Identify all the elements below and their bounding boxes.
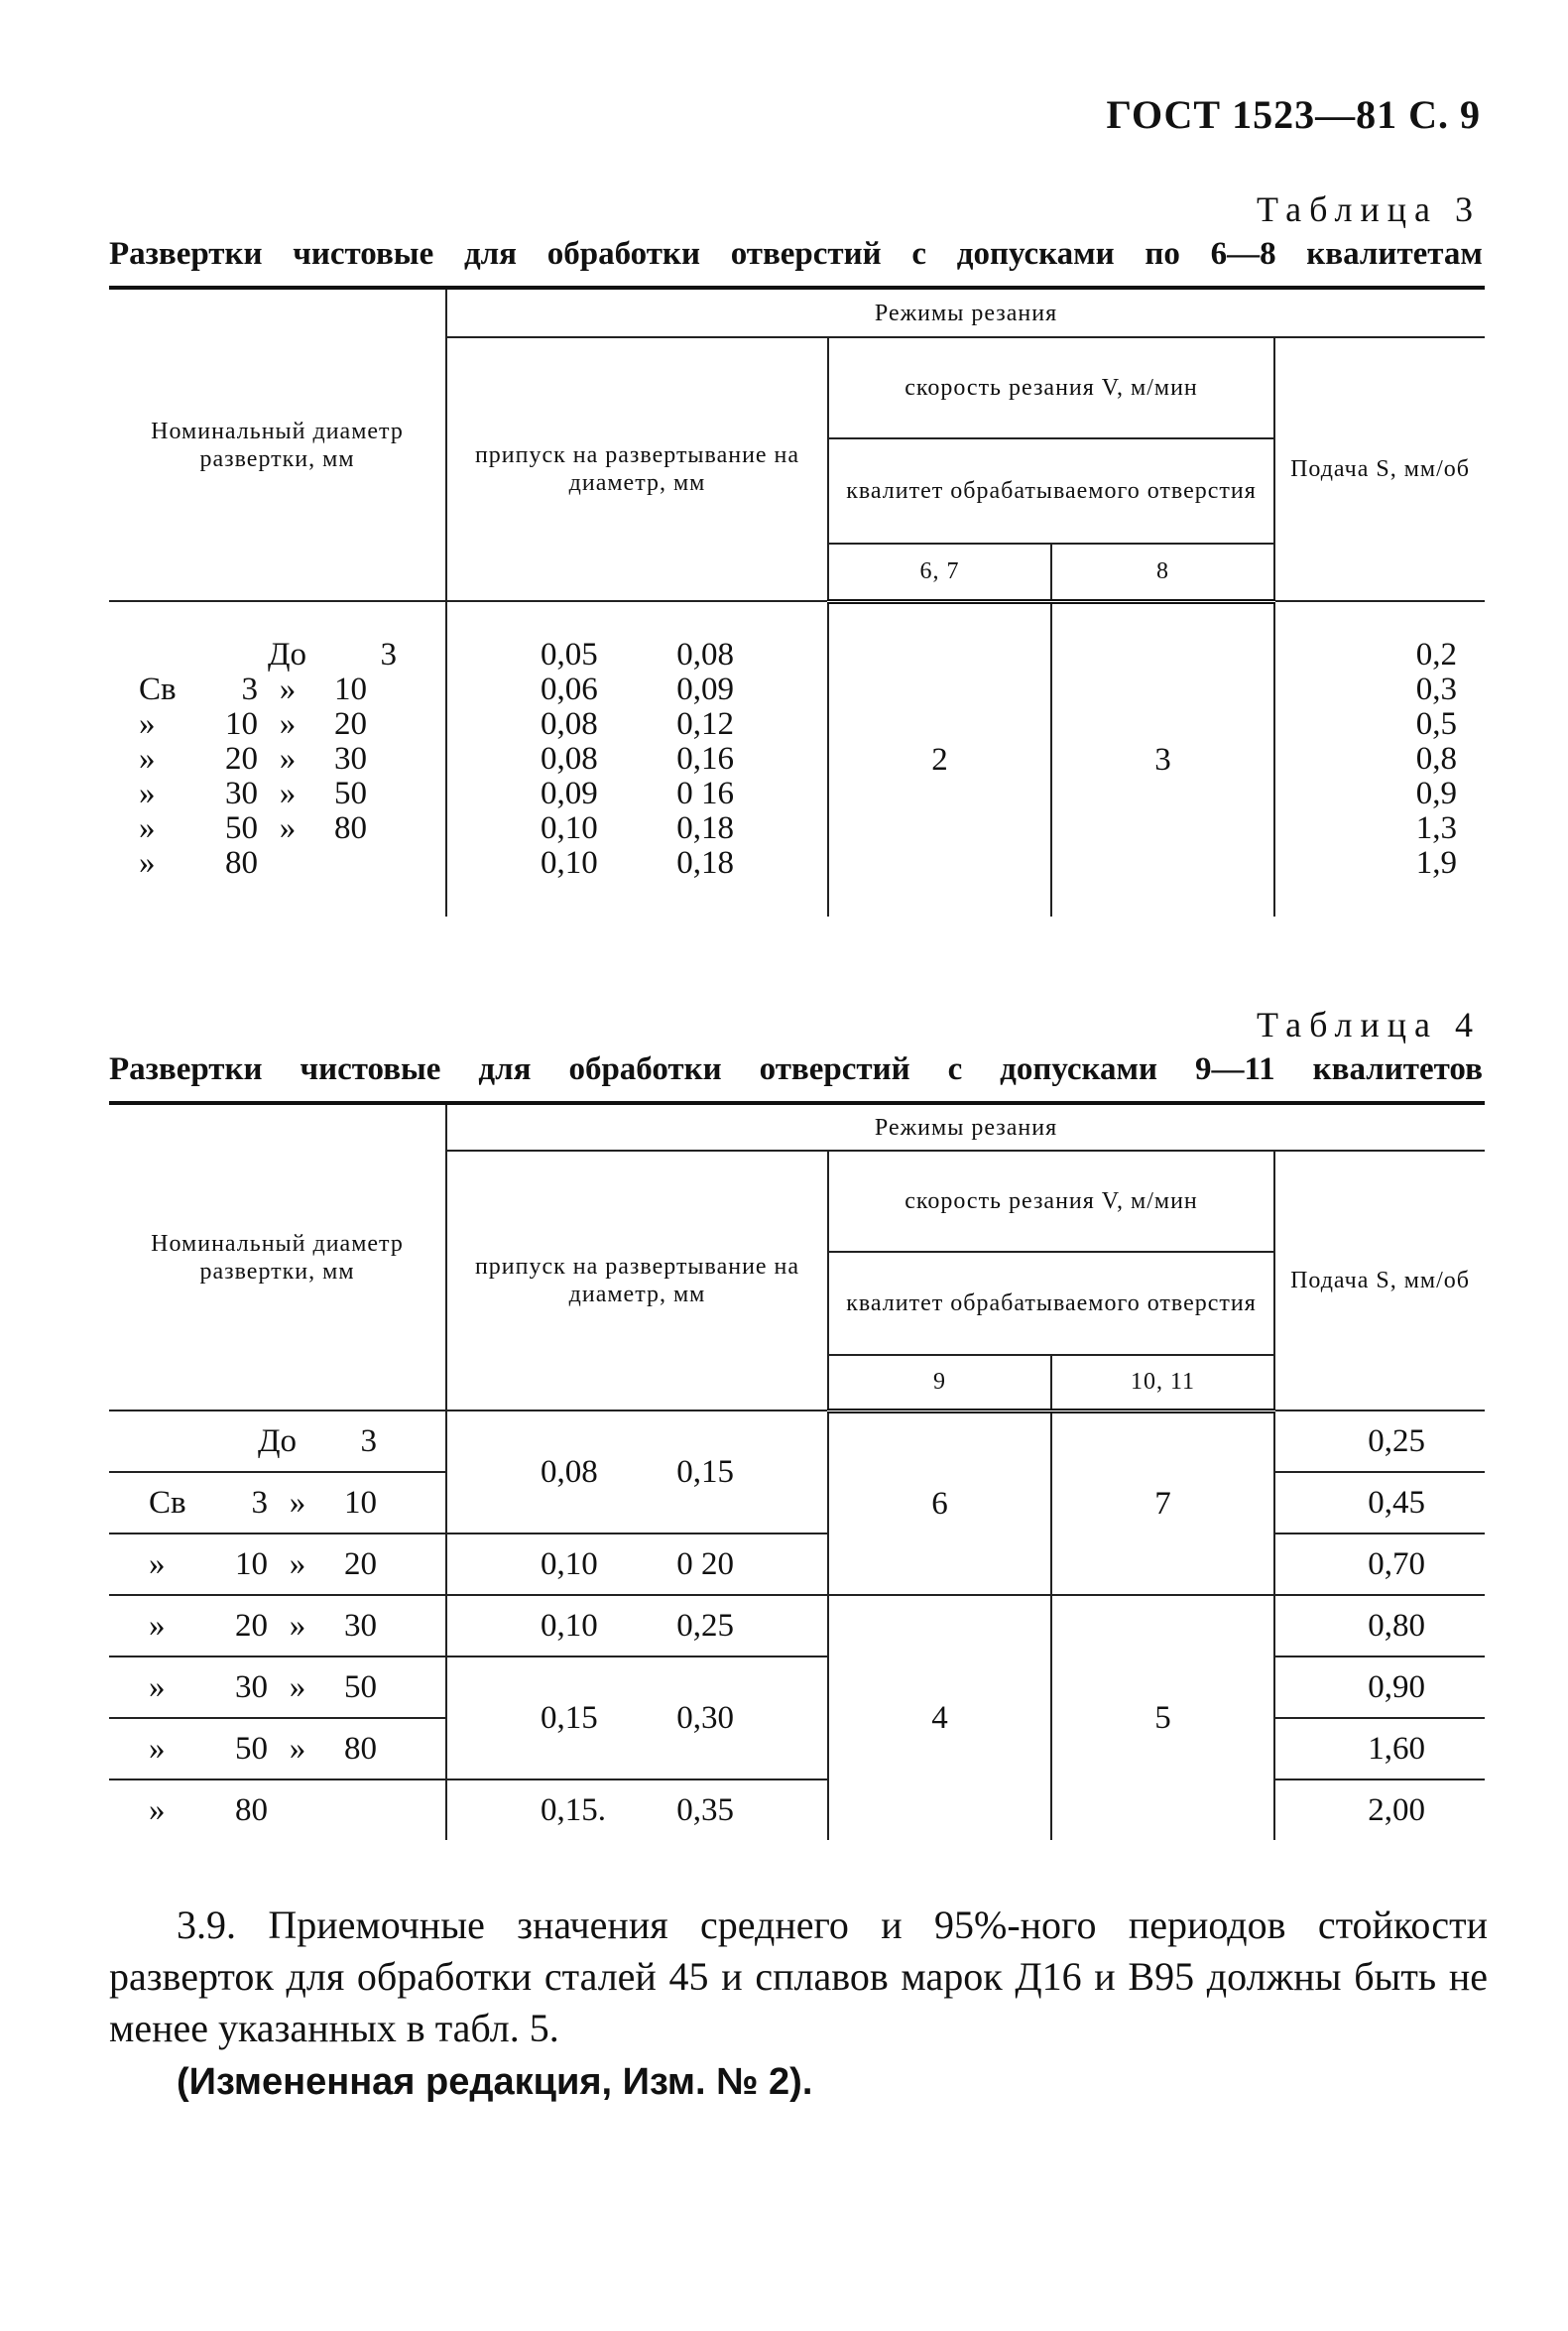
title-word: Развертки <box>109 236 263 272</box>
header-speed: скорость резания V, м/мин <box>828 1151 1274 1252</box>
title-word: отверстий <box>730 236 882 272</box>
diameter-row: » 80 <box>139 845 258 881</box>
diameter-row: » 10 » 20 <box>139 706 367 742</box>
feed-cell: 0,25 <box>1274 1411 1485 1472</box>
speed-b-cell: 5 <box>1051 1595 1274 1840</box>
header-grade-a: 6, 7 <box>828 544 1051 601</box>
title-word: обработки <box>568 1051 722 1087</box>
diameter-cell: До 3 <box>109 1411 446 1472</box>
feed-value: 0,9 <box>1415 776 1458 811</box>
diameter-cell: » 50 » 80 <box>109 1718 446 1779</box>
diameter-column <box>109 601 446 917</box>
table3-label: Таблица 3 <box>1257 189 1481 229</box>
allowance-cell: 0,10 0 20 <box>446 1534 828 1595</box>
header-feed: Подача S, мм/об <box>1274 337 1485 601</box>
header-grade: квалитет обрабатываемого отверстия <box>828 1252 1274 1355</box>
title-word: чистовые <box>300 1051 441 1087</box>
title-word: чистовые <box>293 236 434 272</box>
feed-value: 0,8 <box>1415 741 1458 777</box>
feed-cell: 0,70 <box>1274 1534 1485 1595</box>
paragraph-text: 3.9. Приемочные значения среднего и 95%-ного периодов стойкости разверток для обработки сталей 45 и сплавов марок Д16 и В95 должны быть не менее указанных в табл. 5. <box>109 1902 1488 2050</box>
page-header: ГОСТ 1523—81 С. 9 <box>1106 92 1481 137</box>
allowance-row: 0,10 0,18 <box>541 810 734 846</box>
header-modes: Режимы резания <box>446 288 1485 337</box>
title-word: для <box>463 236 518 272</box>
feed-value: 0,5 <box>1415 706 1458 742</box>
allowance-column <box>446 601 828 917</box>
header-grade-b: 10, 11 <box>1051 1355 1274 1411</box>
header-allowance: припуск на развертывание на диаметр, мм <box>446 337 828 601</box>
paragraph <box>109 1900 1488 2108</box>
allowance-cell: 0,10 0,25 <box>446 1595 828 1656</box>
diameter-row: » 30 » 50 <box>139 776 367 811</box>
allowance-row: 0,09 0 16 <box>541 776 734 811</box>
allowance-row: 0,06 0,09 <box>541 672 734 707</box>
table4-title <box>109 1051 1483 1088</box>
allowance-row: 0,10 0,18 <box>541 845 734 881</box>
feed-column <box>1274 601 1485 917</box>
table3 <box>109 286 1485 917</box>
feed-value: 0,2 <box>1415 637 1458 673</box>
feed-value: 1,9 <box>1415 845 1458 881</box>
title-word: допусками <box>1000 1051 1158 1087</box>
header-grade-a: 9 <box>828 1355 1051 1411</box>
speed-a-cell: 6 <box>828 1411 1051 1595</box>
header-modes: Режимы резания <box>446 1103 1485 1151</box>
diameter-cell: » 20 » 30 <box>109 1595 446 1656</box>
title-word: для <box>478 1051 532 1087</box>
allowance-row: 0,08 0,12 <box>541 706 734 742</box>
header-grade-b: 8 <box>1051 544 1274 601</box>
table4 <box>109 1101 1485 1840</box>
header-speed: скорость резания V, м/мин <box>828 337 1274 438</box>
title-word: 6—8 <box>1210 236 1276 272</box>
feed-cell: 0,45 <box>1274 1472 1485 1534</box>
title-word: с <box>911 236 927 272</box>
title-word: допусками <box>956 236 1115 272</box>
table4-label: Таблица 4 <box>1257 1005 1481 1044</box>
title-word: квалитетам <box>1306 236 1483 272</box>
title-word: 9—11 <box>1194 1051 1275 1087</box>
allowance-cell: 0,15. 0,35 <box>446 1779 828 1840</box>
diameter-row: До 3 <box>268 637 397 673</box>
amendment-note: (Измененная редакция, Изм. № 2). <box>177 2061 813 2103</box>
diameter-cell: Св 3 » 10 <box>109 1472 446 1534</box>
feed-cell: 1,60 <box>1274 1718 1485 1779</box>
feed-cell: 0,80 <box>1274 1595 1485 1656</box>
feed-value: 1,3 <box>1415 810 1458 846</box>
allowance-cell: 0,08 0,15 <box>446 1411 828 1534</box>
header-diameter: Номинальный диаметр развертки, мм <box>109 1103 446 1411</box>
allowance-row: 0,05 0,08 <box>541 637 734 673</box>
diameter-cell: » 80 <box>109 1779 446 1840</box>
diameter-cell: » 10 » 20 <box>109 1534 446 1595</box>
feed-cell: 0,90 <box>1274 1656 1485 1718</box>
header-feed: Подача S, мм/об <box>1274 1151 1485 1411</box>
speed-a-cell: 4 <box>828 1595 1051 1840</box>
title-word: обработки <box>546 236 700 272</box>
speed-b-cell: 3 <box>1051 601 1274 917</box>
title-word: Развертки <box>109 1051 263 1087</box>
title-word: квалитетов <box>1312 1051 1483 1087</box>
speed-b-cell: 7 <box>1051 1411 1274 1595</box>
speed-a-cell: 2 <box>828 601 1051 917</box>
diameter-cell: » 30 » 50 <box>109 1656 446 1718</box>
diameter-row: » 50 » 80 <box>139 810 367 846</box>
header-grade: квалитет обрабатываемого отверстия <box>828 438 1274 544</box>
feed-cell: 2,00 <box>1274 1779 1485 1840</box>
allowance-cell: 0,15 0,30 <box>446 1656 828 1779</box>
table3-title <box>109 236 1483 273</box>
header-diameter: Номинальный диаметр развертки, мм <box>109 288 446 601</box>
title-word: по <box>1145 236 1180 272</box>
title-word: отверстий <box>759 1051 910 1087</box>
allowance-row: 0,08 0,16 <box>541 741 734 777</box>
diameter-row: Св 3 » 10 <box>139 672 367 707</box>
title-word: с <box>947 1051 963 1087</box>
header-allowance: припуск на развертывание на диаметр, мм <box>446 1151 828 1411</box>
feed-value: 0,3 <box>1415 672 1458 707</box>
diameter-row: » 20 » 30 <box>139 741 367 777</box>
